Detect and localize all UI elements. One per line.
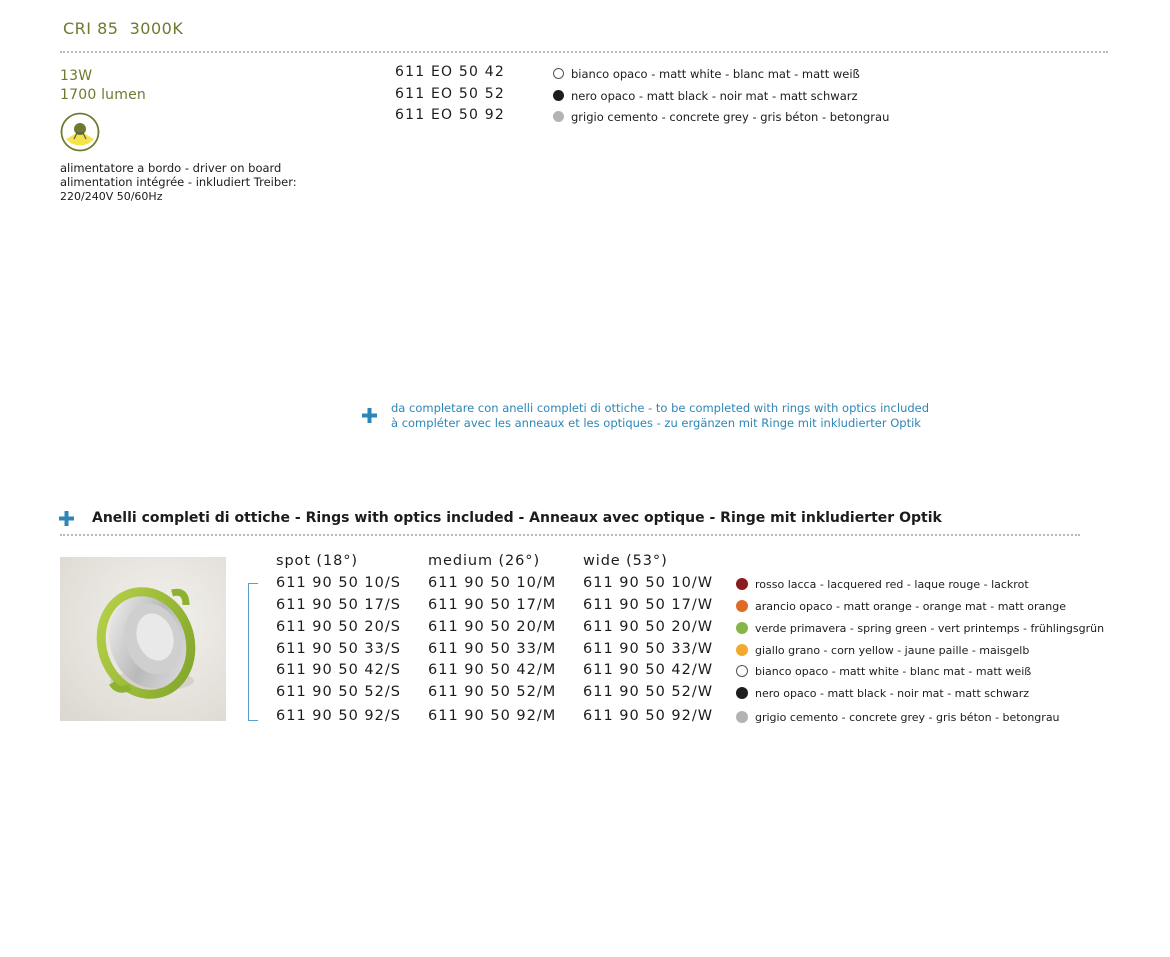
color-swatch bbox=[736, 600, 748, 612]
color-swatch bbox=[736, 578, 748, 590]
plus-icon bbox=[362, 408, 377, 423]
ring-code-wide: 611 90 50 20/W bbox=[583, 619, 714, 635]
rings-section-title: Anelli completi di ottiche - Rings with optics included - Anneaux avec optique - Ringe mit inkludierter Optik bbox=[92, 510, 942, 526]
driver-line-2: alimentation intégrée - inkludiert Treiber: bbox=[60, 175, 297, 189]
color-label: verde primavera - spring green - vert printemps - frühlingsgrün bbox=[755, 622, 1105, 635]
driver-voltage: 220/240V 50/60Hz bbox=[60, 190, 163, 203]
note-line-2: à compléter avec les anneaux et les optiques - zu ergänzen mit Ringe mit inkludierter Optik bbox=[391, 416, 921, 430]
color-swatch bbox=[553, 68, 564, 79]
color-label: bianco opaco - matt white - blanc mat - matt weiß bbox=[571, 67, 860, 81]
ring-code-medium: 611 90 50 17/M bbox=[428, 597, 557, 613]
ring-code-wide: 611 90 50 33/W bbox=[583, 641, 714, 657]
rings-divider bbox=[60, 534, 1080, 536]
column-header-wide: wide (53°) bbox=[583, 553, 668, 569]
column-header-spot: spot (18°) bbox=[276, 553, 358, 569]
plus-icon bbox=[59, 511, 74, 526]
product-code: 611 EO 50 42 bbox=[395, 64, 505, 80]
ring-code-wide: 611 90 50 52/W bbox=[583, 684, 714, 700]
color-swatch bbox=[736, 711, 748, 723]
color-swatch bbox=[736, 665, 748, 677]
ring-code-wide: 611 90 50 42/W bbox=[583, 662, 714, 678]
ring-code-medium: 611 90 50 52/M bbox=[428, 684, 557, 700]
downlight-lamp-icon bbox=[60, 112, 100, 152]
ring-code-spot: 611 90 50 10/S bbox=[276, 575, 401, 591]
ring-code-medium: 611 90 50 10/M bbox=[428, 575, 557, 591]
ring-product-photo bbox=[60, 557, 226, 721]
ring-code-spot: 611 90 50 92/S bbox=[276, 708, 401, 724]
color-swatch bbox=[736, 622, 748, 634]
ring-code-spot: 611 90 50 52/S bbox=[276, 684, 401, 700]
lumen-value: 1700 lumen bbox=[60, 87, 146, 103]
power-value: 13W bbox=[60, 68, 93, 84]
codes-bracket bbox=[248, 583, 258, 721]
product-code: 611 EO 50 52 bbox=[395, 86, 505, 102]
ring-code-medium: 611 90 50 33/M bbox=[428, 641, 557, 657]
color-label: arancio opaco - matt orange - orange mat - matt orange bbox=[755, 600, 1066, 613]
ring-code-wide: 611 90 50 17/W bbox=[583, 597, 714, 613]
driver-line-1: alimentatore a bordo - driver on board bbox=[60, 161, 282, 175]
color-swatch bbox=[736, 644, 748, 656]
ring-code-wide: 611 90 50 10/W bbox=[583, 575, 714, 591]
spec-title: CRI 85 3000K bbox=[63, 19, 184, 38]
column-header-medium: medium (26°) bbox=[428, 553, 541, 569]
ring-code-spot: 611 90 50 20/S bbox=[276, 619, 401, 635]
ring-code-wide: 611 90 50 92/W bbox=[583, 708, 714, 724]
color-label: giallo grano - corn yellow - jaune paille - maisgelb bbox=[755, 644, 1030, 657]
ring-code-medium: 611 90 50 92/M bbox=[428, 708, 557, 724]
note-line-1: da completare con anelli completi di ottiche - to be completed with rings with optics included bbox=[391, 401, 930, 415]
ring-code-medium: 611 90 50 20/M bbox=[428, 619, 557, 635]
ring-code-spot: 611 90 50 17/S bbox=[276, 597, 401, 613]
color-label: nero opaco - matt black - noir mat - matt schwarz bbox=[755, 687, 1030, 700]
color-label: grigio cemento - concrete grey - gris béton - betongrau bbox=[755, 711, 1060, 724]
ring-code-medium: 611 90 50 42/M bbox=[428, 662, 557, 678]
ring-code-spot: 611 90 50 42/S bbox=[276, 662, 401, 678]
color-swatch bbox=[553, 90, 564, 101]
ring-code-spot: 611 90 50 33/S bbox=[276, 641, 401, 657]
header-divider bbox=[60, 51, 1108, 53]
color-label: bianco opaco - matt white - blanc mat - matt weiß bbox=[755, 665, 1032, 678]
product-code: 611 EO 50 92 bbox=[395, 107, 505, 123]
color-label: nero opaco - matt black - noir mat - matt schwarz bbox=[571, 89, 858, 103]
color-label: grigio cemento - concrete grey - gris béton - betongrau bbox=[571, 110, 890, 124]
color-swatch bbox=[736, 687, 748, 699]
color-swatch bbox=[553, 111, 564, 122]
color-label: rosso lacca - lacquered red - laque rouge - lackrot bbox=[755, 578, 1029, 591]
